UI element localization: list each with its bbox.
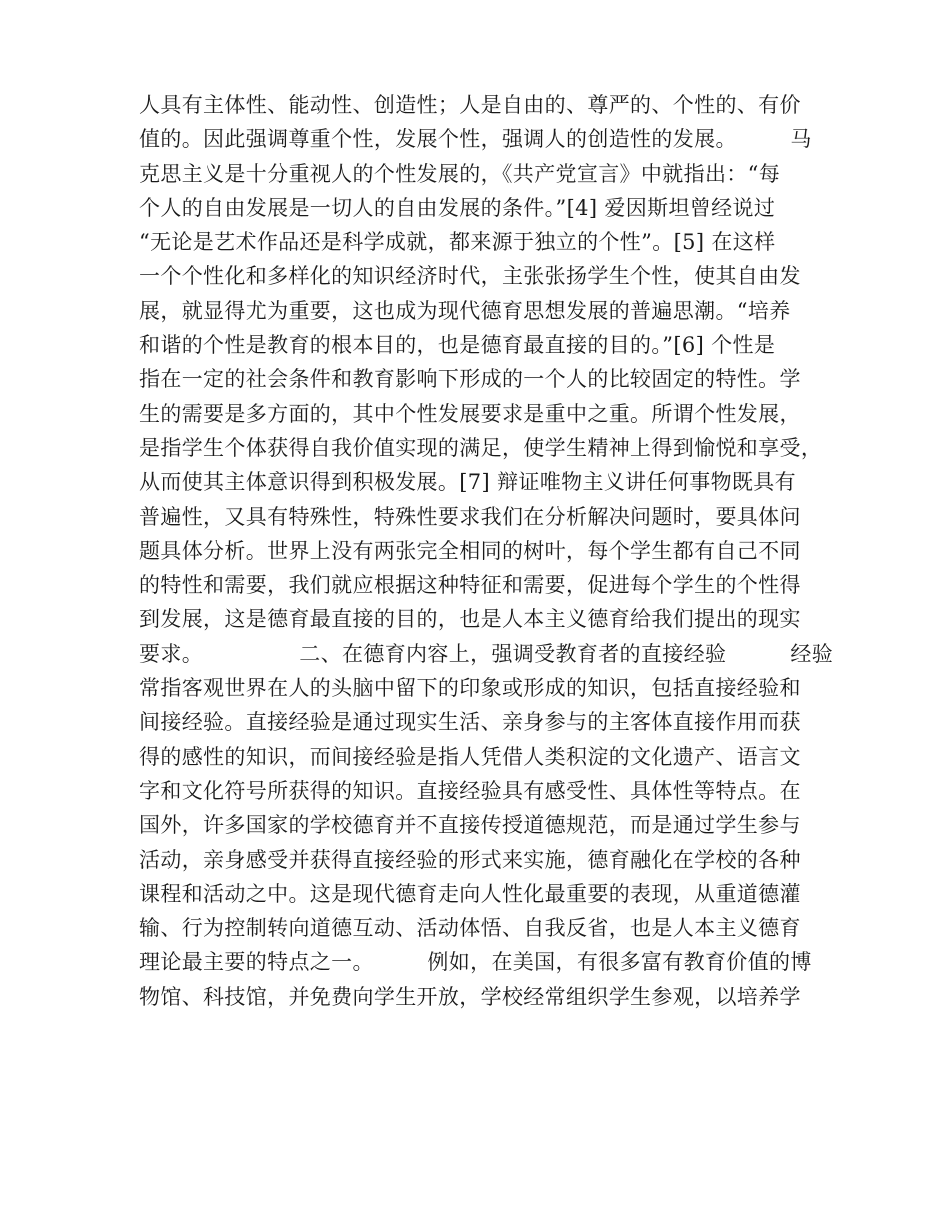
text-line: 人具有主体性、能动性、创造性；人是自由的、尊严的、个性的、有价 xyxy=(139,93,801,117)
text-line: 常指客观世界在人的头脑中留下的印象或形成的知识，包括直接经验和 xyxy=(139,676,801,701)
text-line: 个人的自由发展是一切人的自由发展的条件。”[4] 爱因斯坦曾经说过 xyxy=(139,195,776,220)
text-line: 输、行为控制转向道德互动、活动体悟、自我反省，也是人本主义德育 xyxy=(139,916,801,941)
text-line: 一个个性化和多样化的知识经济时代，主张张扬学生个性，使其自由发 xyxy=(139,264,801,289)
text-line: 字和文化符号所获得的知识。直接经验具有感受性、具体性等特点。在 xyxy=(139,778,801,803)
text-line: 国外，许多国家的学校德育并不直接传授道德规范，而是通过学生参与 xyxy=(139,813,801,838)
text-line: 间接经验。直接经验是通过现实生活、亲身参与的主客体直接作用而获 xyxy=(139,710,801,735)
text-line: 物馆、科技馆，并免费向学生开放，学校经常组织学生参观，以培养学 xyxy=(139,984,801,1009)
text-line: 到发展，这是德育最直接的目的，也是人本主义德育给我们提出的现实 xyxy=(139,607,801,632)
text-line: 从而使其主体意识得到积极发展。[7] 辩证唯物主义讲任何事物既具有 xyxy=(139,470,796,495)
text-line: 活动，亲身感受并获得直接经验的形式来实施，德育融化在学校的各种 xyxy=(139,847,801,872)
body-text xyxy=(139,88,834,1014)
text-line: 生的需要是多方面的，其中个性发展要求是重中之重。所谓个性发展， xyxy=(139,401,801,426)
text-line: 是指学生个体获得自我价值实现的满足，使学生精神上得到愉悦和享受， xyxy=(139,435,823,460)
text-line: 展，就显得尤为重要，这也成为现代德育思想发展的普遍思潮。“培养 xyxy=(139,298,791,323)
text-line: 值的。因此强调尊重个性，发展个性，强调人的创造性的发展。 马 xyxy=(139,127,812,152)
text-line: 指在一定的社会条件和教育影响下形成的一个人的比较固定的特性。学 xyxy=(139,367,801,392)
text-line: 普遍性，又具有特殊性，特殊性要求我们在分析解决问题时，要具体问 xyxy=(139,504,801,529)
text-line: “无论是艺术作品还是科学成就，都来源于独立的个性”。[5] 在这样 xyxy=(139,230,776,255)
text-line: 理论最主要的特点之一。 例如，在美国，有很多富有教育价值的博 xyxy=(139,950,812,975)
text-line: 题具体分析。世界上没有两张完全相同的树叶，每个学生都有自己不同 xyxy=(139,538,801,563)
text-line: 的特性和需要，我们就应根据这种特征和需要，促进每个学生的个性得 xyxy=(139,573,801,598)
text-line: 克思主义是十分重视人的个性发展的，《共产党宣言》中就指出：“每 xyxy=(139,161,781,186)
text-line: 得的感性的知识，而间接经验是指人凭借人类积淀的文化遗产、语言文 xyxy=(139,744,801,769)
text-line: 课程和活动之中。这是现代德育走向人性化最重要的表现，从重道德灌 xyxy=(139,881,801,906)
text-line: 要求。 二、在德育内容上，强调受教育者的直接经验 经验 xyxy=(139,641,834,666)
text-line: 和谐的个性是教育的根本目的，也是德育最直接的目的。”[6] 个性是 xyxy=(139,333,776,358)
